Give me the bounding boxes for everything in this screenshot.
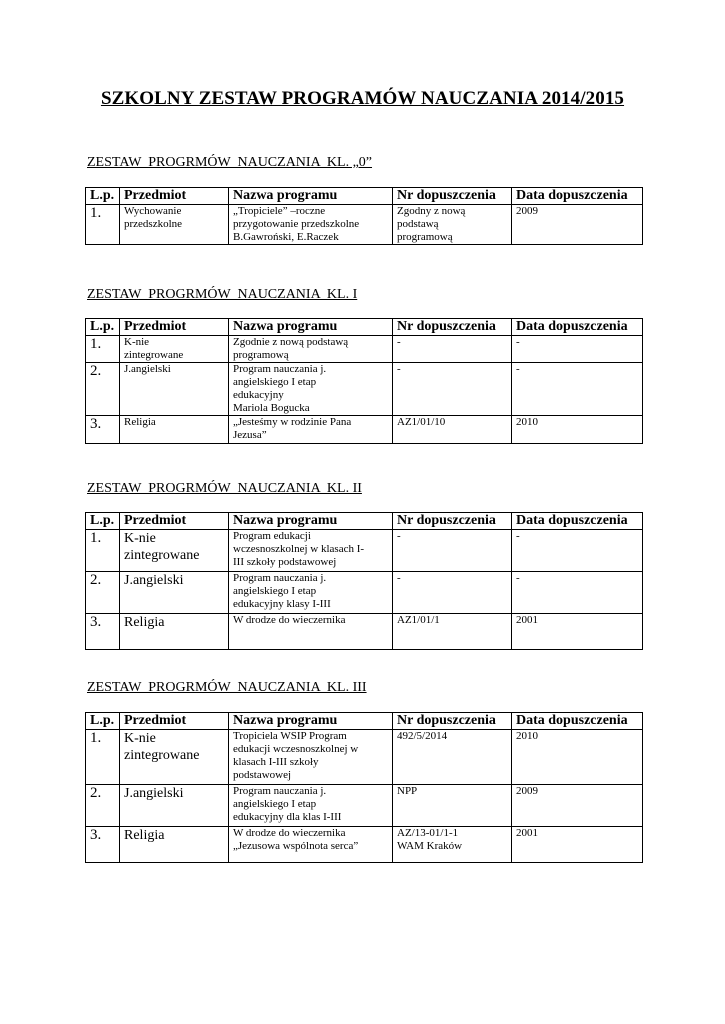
table-header-row: [86, 513, 643, 530]
cell-lp: 1.: [86, 205, 120, 245]
column-header-date: Data dopuszczenia: [512, 713, 643, 730]
cell-program: W drodze do wieczernika: [229, 614, 393, 650]
cell-number: AZ/13-01/1-1 WAM Kraków: [393, 827, 512, 863]
cell-lp: 2.: [86, 572, 120, 614]
program-table-kl-3: [85, 712, 643, 863]
table-row: [86, 336, 643, 363]
table-row: [86, 614, 643, 650]
cell-date: -: [512, 572, 643, 614]
column-header-number: Nr dopuszczenia: [393, 513, 512, 530]
section-heading-kl-1: ZESTAW PROGRMÓW NAUCZANIA KL. I: [87, 287, 358, 302]
page-title: SZKOLNY ZESTAW PROGRAMÓW NAUCZANIA 2014/2015: [100, 88, 625, 109]
cell-program: Program edukacji wczesnoszkolnej w klasach I- III szkoły podstawowej: [229, 530, 393, 572]
cell-subject: J.angielski: [120, 572, 229, 614]
table-row: [86, 416, 643, 444]
section-heading-kl-2: ZESTAW PROGRMÓW NAUCZANIA KL. II: [87, 481, 362, 496]
cell-number: AZ1/01/10: [393, 416, 512, 444]
cell-program: Program nauczania j. angielskiego I etap edukacyjny klasy I-III: [229, 572, 393, 614]
cell-subject: K-nie zintegrowane: [120, 730, 229, 785]
column-header-program: Nazwa programu: [229, 188, 393, 205]
table-row: [86, 827, 643, 863]
column-header-subject: Przedmiot: [120, 319, 229, 336]
table-row: [86, 530, 643, 572]
cell-date: -: [512, 530, 643, 572]
table-row: [86, 363, 643, 416]
cell-number: Zgodny z nową podstawą programową: [393, 205, 512, 245]
column-header-number: Nr dopuszczenia: [393, 188, 512, 205]
cell-subject: J.angielski: [120, 363, 229, 416]
column-header-lp: L.p.: [86, 319, 120, 336]
cell-subject: Religia: [120, 416, 229, 444]
column-header-subject: Przedmiot: [120, 188, 229, 205]
table-row: [86, 785, 643, 827]
cell-number: -: [393, 572, 512, 614]
column-header-date: Data dopuszczenia: [512, 188, 643, 205]
cell-date: -: [512, 363, 643, 416]
cell-date: 2009: [512, 205, 643, 245]
cell-date: -: [512, 336, 643, 363]
cell-program: Program nauczania j. angielskiego I etap edukacyjny dla klas I-III: [229, 785, 393, 827]
cell-program: „Jesteśmy w rodzinie Pana Jezusa”: [229, 416, 393, 444]
cell-number: -: [393, 363, 512, 416]
cell-lp: 3.: [86, 614, 120, 650]
table-row: [86, 205, 643, 245]
cell-subject: K-nie zintegrowane: [120, 530, 229, 572]
column-header-subject: Przedmiot: [120, 513, 229, 530]
cell-lp: 2.: [86, 363, 120, 416]
column-header-number: Nr dopuszczenia: [393, 713, 512, 730]
table-header-row: [86, 713, 643, 730]
column-header-program: Nazwa programu: [229, 319, 393, 336]
column-header-lp: L.p.: [86, 188, 120, 205]
section-heading-kl-0: ZESTAW PROGRMÓW NAUCZANIA KL. „0”: [87, 155, 373, 170]
column-header-date: Data dopuszczenia: [512, 513, 643, 530]
cell-subject: Wychowanie przedszkolne: [120, 205, 229, 245]
cell-subject: J.angielski: [120, 785, 229, 827]
cell-lp: 3.: [86, 416, 120, 444]
cell-program: Zgodnie z nową podstawą programową: [229, 336, 393, 363]
cell-number: 492/5/2014: [393, 730, 512, 785]
cell-lp: 1.: [86, 336, 120, 363]
table-row: [86, 730, 643, 785]
cell-subject: Religia: [120, 827, 229, 863]
program-table-kl-1: [85, 318, 643, 444]
table-header-row: [86, 188, 643, 205]
cell-subject: Religia: [120, 614, 229, 650]
cell-date: 2009: [512, 785, 643, 827]
cell-date: 2010: [512, 730, 643, 785]
program-table-kl-0: [85, 187, 643, 245]
table-row: [86, 572, 643, 614]
column-header-number: Nr dopuszczenia: [393, 319, 512, 336]
cell-lp: 3.: [86, 827, 120, 863]
cell-date: 2001: [512, 827, 643, 863]
column-header-subject: Przedmiot: [120, 713, 229, 730]
program-table-kl-2: [85, 512, 643, 650]
cell-date: 2010: [512, 416, 643, 444]
column-header-lp: L.p.: [86, 713, 120, 730]
table-header-row: [86, 319, 643, 336]
column-header-program: Nazwa programu: [229, 513, 393, 530]
section-heading-kl-3: ZESTAW PROGRMÓW NAUCZANIA KL. III: [87, 680, 367, 695]
cell-number: -: [393, 336, 512, 363]
cell-lp: 1.: [86, 530, 120, 572]
cell-lp: 2.: [86, 785, 120, 827]
cell-number: -: [393, 530, 512, 572]
column-header-lp: L.p.: [86, 513, 120, 530]
cell-number: NPP: [393, 785, 512, 827]
cell-program: Tropiciela WSIP Program edukacji wczesnoszkolnej w klasach I-III szkoły podstawowej: [229, 730, 393, 785]
cell-program: „Tropiciele” –roczne przygotowanie przedszkolne B.Gawroński, E.Raczek: [229, 205, 393, 245]
cell-program: W drodze do wieczernika „Jezusowa wspólnota serca”: [229, 827, 393, 863]
cell-number: AZ1/01/1: [393, 614, 512, 650]
column-header-program: Nazwa programu: [229, 713, 393, 730]
cell-date: 2001: [512, 614, 643, 650]
cell-program: Program nauczania j. angielskiego I etap edukacyjny Mariola Bogucka: [229, 363, 393, 416]
cell-lp: 1.: [86, 730, 120, 785]
cell-subject: K-nie zintegrowane: [120, 336, 229, 363]
column-header-date: Data dopuszczenia: [512, 319, 643, 336]
